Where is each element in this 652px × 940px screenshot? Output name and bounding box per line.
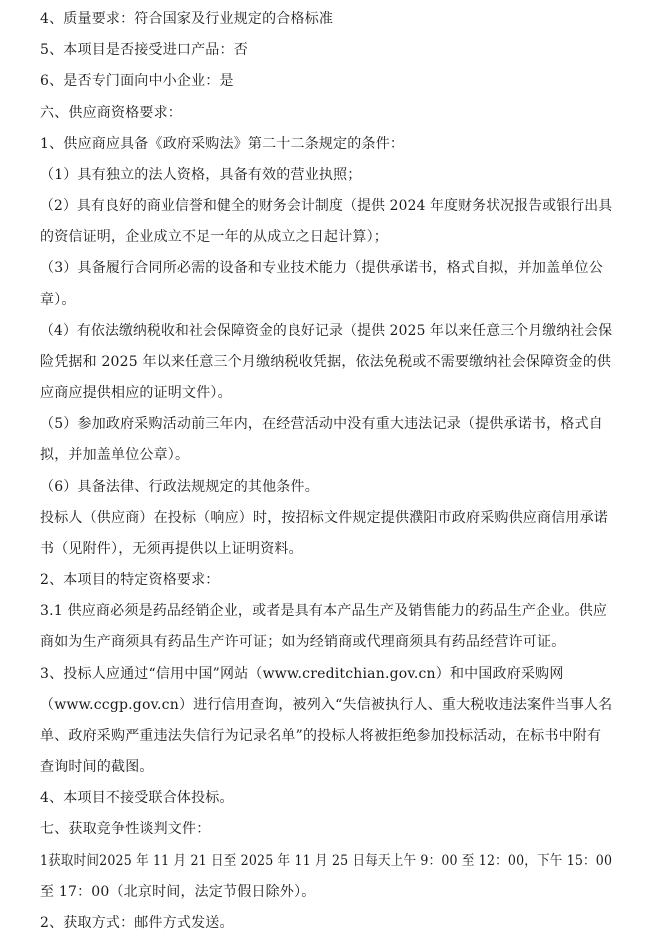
text-line: （www.ccgp.gov.cn）进行信用查询，被列入“失信被执行人、重大税收违法案件当事人名 [40,697,613,713]
text-line: 5、本项目是否接受进口产品：否 [40,42,248,58]
text-line: （6）具备法律、行政法规规定的其他条件。 [40,479,319,495]
text-line: 2、获取方式：邮件方式发送。 [40,915,234,931]
text-line: 1获取时间2025 年 11 月 21 日至 2025 年 11 月 25 日每天上午 9：00 至 12：00，下午 15：00 [40,853,613,869]
text-line: 拟，并加盖单位公章）。 [40,447,190,463]
text-line: 险凭据和 2025 年以来任意三个月缴纳税收凭据，依法免税或不需要缴纳社会保障资金的供 [40,354,612,370]
text-line: （3）具备履行合同所必需的设备和专业技术能力（提供承诺书，格式自拟，并加盖单位公 [40,260,603,276]
text-line: 2、本项目的特定资格要求： [40,572,220,588]
section-heading: 七、获取竞争性谈判文件： [40,821,211,837]
text-line: （2）具有良好的商业信誉和健全的财务会计制度（提供 2024 年度财务状况报告或银行出具 [40,198,613,214]
text-line: 书（见附件），无须再提供以上证明资料。 [40,541,303,557]
text-line: 4、本项目不接受联合体投标。 [40,790,234,806]
text-line: 1、供应商应具备《政府采购法》第二十二条规定的条件： [40,136,405,152]
text-line: 3、投标人应通过“信用中国”网站（www.creditchian.gov.cn）和中国政府采购网 [40,666,564,682]
text-line: 单、政府采购严重违法失信行为记录名单”的投标人将被拒绝参加投标活动，在标书中附有 [40,728,602,744]
text-line: 章）。 [40,292,76,308]
text-line: 的资信证明，企业成立不足一年的从成立之日起计算）； [40,229,388,245]
text-line: （4）有依法缴纳税收和社会保障资金的良好记录（提供 2025 年以来任意三个月缴纳社会保 [40,323,613,339]
text-line: （5）参加政府采购活动前三年内，在经营活动中没有重大违法记录（提供承诺书，格式自 [40,416,603,432]
text-line: 查询时间的截图。 [40,759,154,775]
text-line: 商如为生产商须具有药品生产许可证；如为经销商或代理商须具有药品经营许可证。 [40,634,566,650]
text-line: 至 17：00（北京时间，法定节假日除外）。 [40,884,316,900]
section-heading: 六、供应商资格要求： [40,105,182,121]
text-line: 3.1 供应商必须是药品经销企业，或者是具有本产品生产及销售能力的药品生产企业。供应 [40,603,608,619]
text-line: （1）具有独立的法人资格，具备有效的营业执照； [40,167,362,183]
text-line: 应商应提供相应的证明文件）。 [40,385,232,401]
text-line: 投标人（供应商）在投标（响应）时，按招标文件规定提供濮阳市政府采购供应商信用承诺 [40,510,608,526]
text-line: 6、是否专门面向中小企业：是 [40,73,234,89]
text-line: 4、质量要求：符合国家及行业规定的合格标准 [40,11,334,27]
